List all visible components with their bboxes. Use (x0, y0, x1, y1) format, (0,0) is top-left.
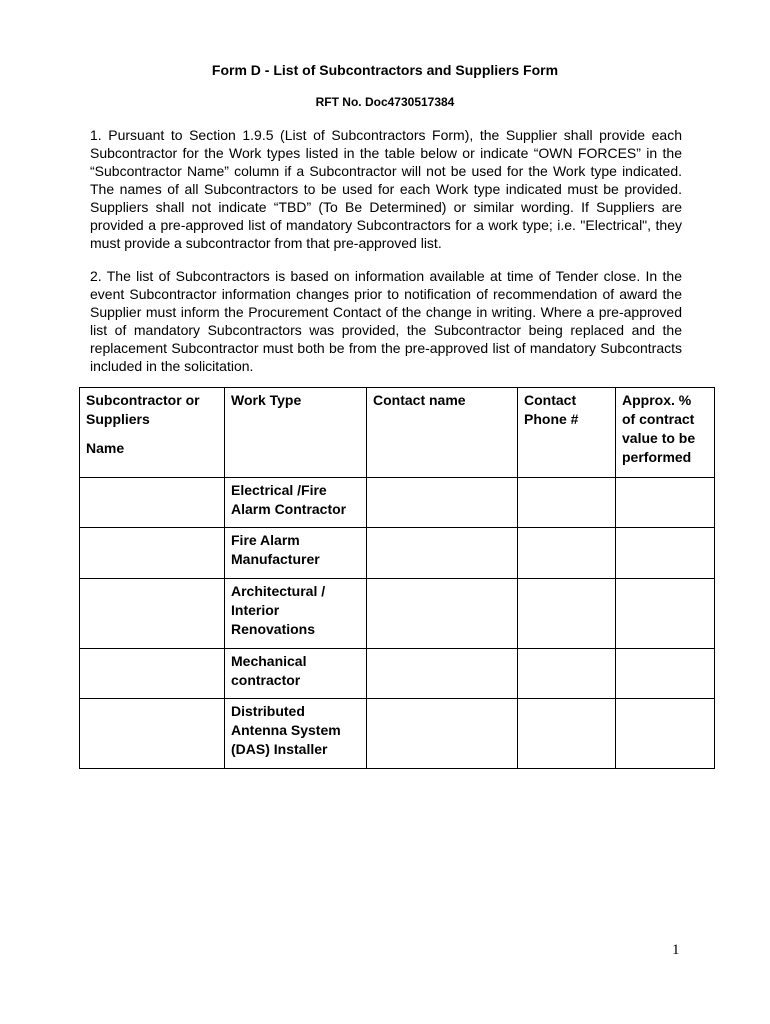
header-approx-pct: Approx. % of contract value to be performed (616, 388, 715, 478)
header-work-type: Work Type (225, 388, 367, 478)
subcontractor-name-cell[interactable] (80, 478, 225, 528)
contact-name-cell[interactable] (367, 528, 518, 579)
approx-pct-cell[interactable] (616, 478, 715, 528)
header-contact-name: Contact name (367, 388, 518, 478)
table-row (80, 649, 715, 699)
subcontractor-name-cell[interactable] (80, 649, 225, 699)
contact-name-cell[interactable] (367, 478, 518, 528)
form-title: Form D - List of Subcontractors and Suppliers Form (211, 62, 559, 78)
table-row (80, 528, 715, 579)
table-row (80, 699, 715, 769)
subcontractor-name-cell[interactable] (80, 699, 225, 769)
contact-name-cell[interactable] (367, 699, 518, 769)
contact-name-cell[interactable] (367, 579, 518, 649)
table-header-row (80, 388, 715, 478)
contact-phone-cell[interactable] (518, 579, 616, 649)
contact-phone-cell[interactable] (518, 478, 616, 528)
paragraph-1: 1. Pursuant to Section 1.9.5 (List of Subcontractors Form), the Supplier shall provide each Subcontractor for the Work types listed in the table below or indicate “OWN FORCES” in the “Subcontractor Name” column if a Subcontractor will not be used for the Work type indicated. The names of all Subcontractors to be used for each Work type indicated must be provided. Suppliers shall not indicate “TBD” (To Be Determined) or similar wording. If Suppliers are provided a pre-approved list of mandatory Subcontractors for a work type; i.e. "Electrical", they must provide a subcontractor from that pre-approved list. (90, 127, 682, 251)
table-row (80, 478, 715, 528)
contact-phone-cell[interactable] (518, 699, 616, 769)
work-type-cell: Distributed Antenna System (DAS) Installer (225, 699, 367, 769)
header-subcontractor (80, 388, 225, 478)
approx-pct-cell[interactable] (616, 699, 715, 769)
work-type-cell: Mechanical contractor (225, 649, 367, 699)
approx-pct-cell[interactable] (616, 528, 715, 579)
work-type-cell: Electrical /Fire Alarm Contractor (225, 478, 367, 528)
contact-phone-cell[interactable] (518, 528, 616, 579)
subcontractor-name-cell[interactable] (80, 579, 225, 649)
subcontractor-table (79, 387, 715, 769)
work-type-cell: Architectural / Interior Renovations (225, 579, 367, 649)
header-subcontractor-name: Name (86, 440, 125, 456)
header-contact-phone: Contact Phone # (518, 388, 616, 478)
header-subcontractor-label: Subcontractor or Suppliers (86, 392, 200, 427)
contact-name-cell[interactable] (367, 649, 518, 699)
table-row (80, 579, 715, 649)
approx-pct-cell[interactable] (616, 579, 715, 649)
page-number: 1 (672, 942, 680, 958)
subcontractor-name-cell[interactable] (80, 528, 225, 579)
paragraph-2: 2. The list of Subcontractors is based on information available at time of Tender close. In the event Subcontractor information changes prior to notification of recommendation of award the Supplier must inform the Procurement Contact of the change in writing. Where a pre-approved list of mandatory Subcontractors was provided, the Subcontractor being replaced and the replacement Subcontractor must both be from the pre-approved list of mandatory Subcontracts included in the solicitation. (90, 268, 682, 374)
contact-phone-cell[interactable] (518, 649, 616, 699)
approx-pct-cell[interactable] (616, 649, 715, 699)
rft-number: RFT No. Doc4730517384 (315, 95, 455, 109)
work-type-cell: Fire Alarm Manufacturer (225, 528, 367, 579)
